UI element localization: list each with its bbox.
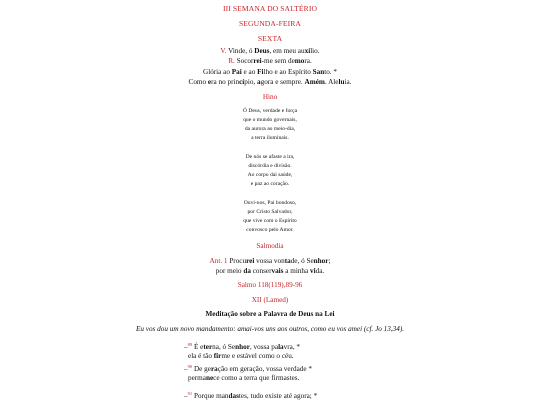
text-run: Glória ao [203, 68, 232, 76]
verse-89-line-1: –$^{89}$ É eterna, ó Senhor, vossa palavra, * [184, 342, 301, 351]
psalm-section: XII (Lamed) [251, 296, 289, 304]
text-run: Vinde, ó [226, 47, 255, 55]
text-run: nhor [313, 257, 329, 265]
hymn-line: convosco pelo Amor. [246, 227, 294, 233]
hymn-line: Ao corpo dai saúde, [247, 172, 293, 178]
text-run: cí [239, 78, 245, 86]
text-run: ne [205, 374, 214, 382]
opening-versicle [0, 48, 540, 55]
text-run: ra. [304, 57, 312, 65]
text-run: ; [328, 257, 331, 265]
text-run: rei [246, 257, 255, 265]
text-run: tes, tudo existe até agora; * [238, 392, 318, 400]
text-run: gora e sempre. [260, 78, 305, 86]
text-run: perma [188, 374, 206, 382]
hymn-line: por Cristo Salvador, [247, 209, 293, 215]
text-run: Como [188, 78, 208, 86]
text-run: ela é tão [188, 352, 214, 360]
text-run: É e [192, 343, 204, 351]
text-run: a minha [283, 267, 311, 275]
text-run: ia. [344, 78, 352, 86]
text-run: me e estável como o céu. [221, 352, 294, 360]
text-run: Deus [254, 47, 270, 55]
text-run: ção em geração, vossa verdade * [217, 365, 312, 373]
verse-number: 89 [187, 342, 193, 347]
text-run: lu [338, 78, 345, 86]
text-run: da. [315, 267, 325, 275]
text-run: , vossa pa [249, 343, 279, 351]
text-run: na, ó Se [212, 343, 236, 351]
text-run: e ao [241, 68, 258, 76]
text-run: rei [253, 57, 262, 65]
hour-heading: SEXTA [257, 34, 283, 43]
verse-90-line-1: –$^{90}$ De geração em geração, vossa verdade * [184, 364, 312, 373]
text-run: Socor [234, 57, 254, 65]
text-run: mo [294, 57, 305, 65]
r-marker: R. [228, 57, 235, 65]
text-run: e [207, 78, 212, 86]
text-run: pio, [244, 78, 258, 86]
text-run: ter [203, 343, 213, 351]
text-run: Porque man [192, 392, 229, 400]
hymn-line: que vive com o Espírito [243, 218, 297, 224]
day-heading: SEGUNDA-FEIRA [238, 19, 302, 28]
text-run: vi [310, 267, 316, 275]
text-run: vra, * [283, 343, 301, 351]
antiphon-line-1 [0, 258, 540, 265]
text-run: , em meu au [269, 47, 305, 55]
text-run: da [243, 267, 251, 275]
text-run: ra no prin [211, 78, 240, 86]
verse-number: 90 [187, 364, 193, 369]
text-run: Procu [227, 257, 247, 265]
text-run: San [312, 68, 325, 76]
text-run: vossa von [254, 257, 285, 265]
text-run: De ge [192, 365, 211, 373]
verse-number: 91 [187, 391, 193, 396]
text-run: de, ó Se [290, 257, 314, 265]
text-run: nhor [235, 343, 250, 351]
hymn-line: Ouvi-nos, Pai bondoso, [243, 200, 297, 206]
verse-89-line-2 [188, 352, 294, 360]
hymn-line: a terra iluminais. [251, 135, 289, 141]
antiphon-line-2 [0, 268, 540, 275]
meditation-title: Meditação sobre a Palavra de Deus na Lei [205, 310, 335, 318]
text-run: ra [210, 365, 218, 373]
text-run: Pai [231, 68, 242, 76]
hymn-line: Ó Deus, verdade e força [242, 108, 298, 114]
hymn-line: e paz ao coração. [250, 181, 290, 187]
week-heading: III SEMANA DO SALTÉRIO [222, 4, 318, 13]
salmodia-heading: Salmodia [256, 242, 284, 250]
text-run: fir [213, 352, 222, 360]
como-line [0, 79, 540, 86]
text-run: Amém [304, 78, 325, 86]
text-run: lio. [310, 47, 320, 55]
gloria-line [0, 69, 540, 76]
text-run: vais [271, 267, 284, 275]
text-run: xí [304, 47, 311, 55]
hino-heading: Hino [262, 93, 278, 101]
text-run: to. * [324, 68, 337, 76]
text-run: -me sem de [261, 57, 295, 65]
verse-91-line-1: –$^{91}$ Porque mandastes, tudo existe até agora; * [184, 391, 318, 400]
text-run: . Ale [324, 78, 339, 86]
epigraph: Eu vos dou um novo mandamento: amai-vos uns aos outros, como eu vos amei (cf. Jo 13,34). [135, 325, 405, 333]
text-run: a [257, 78, 261, 86]
text-run: das [228, 392, 239, 400]
antiphon-label: Ant. 1 [209, 257, 228, 265]
opening-response [0, 58, 540, 65]
hymn-line: que o mundo governais, [243, 117, 297, 123]
text-run: ce como a terra que firmastes. [213, 374, 300, 382]
text-run: por meio [215, 267, 244, 275]
text-run: Fi [257, 68, 264, 76]
hymn-line: De nós se afaste a ira, [245, 154, 295, 160]
v-marker: V. [220, 47, 227, 55]
text-run: conser [250, 267, 272, 275]
text-run: lho e ao Espírito [263, 68, 313, 76]
hymn-line: discórdia e divisão. [248, 163, 292, 169]
psalm-reference: Salmo 118(119),89-96 [237, 281, 303, 289]
verse-90-line-2 [188, 374, 299, 382]
text-run: ta [284, 257, 291, 265]
hymn-line: da aurora ao meio-dia, [244, 126, 296, 132]
text-run: la [278, 343, 284, 351]
